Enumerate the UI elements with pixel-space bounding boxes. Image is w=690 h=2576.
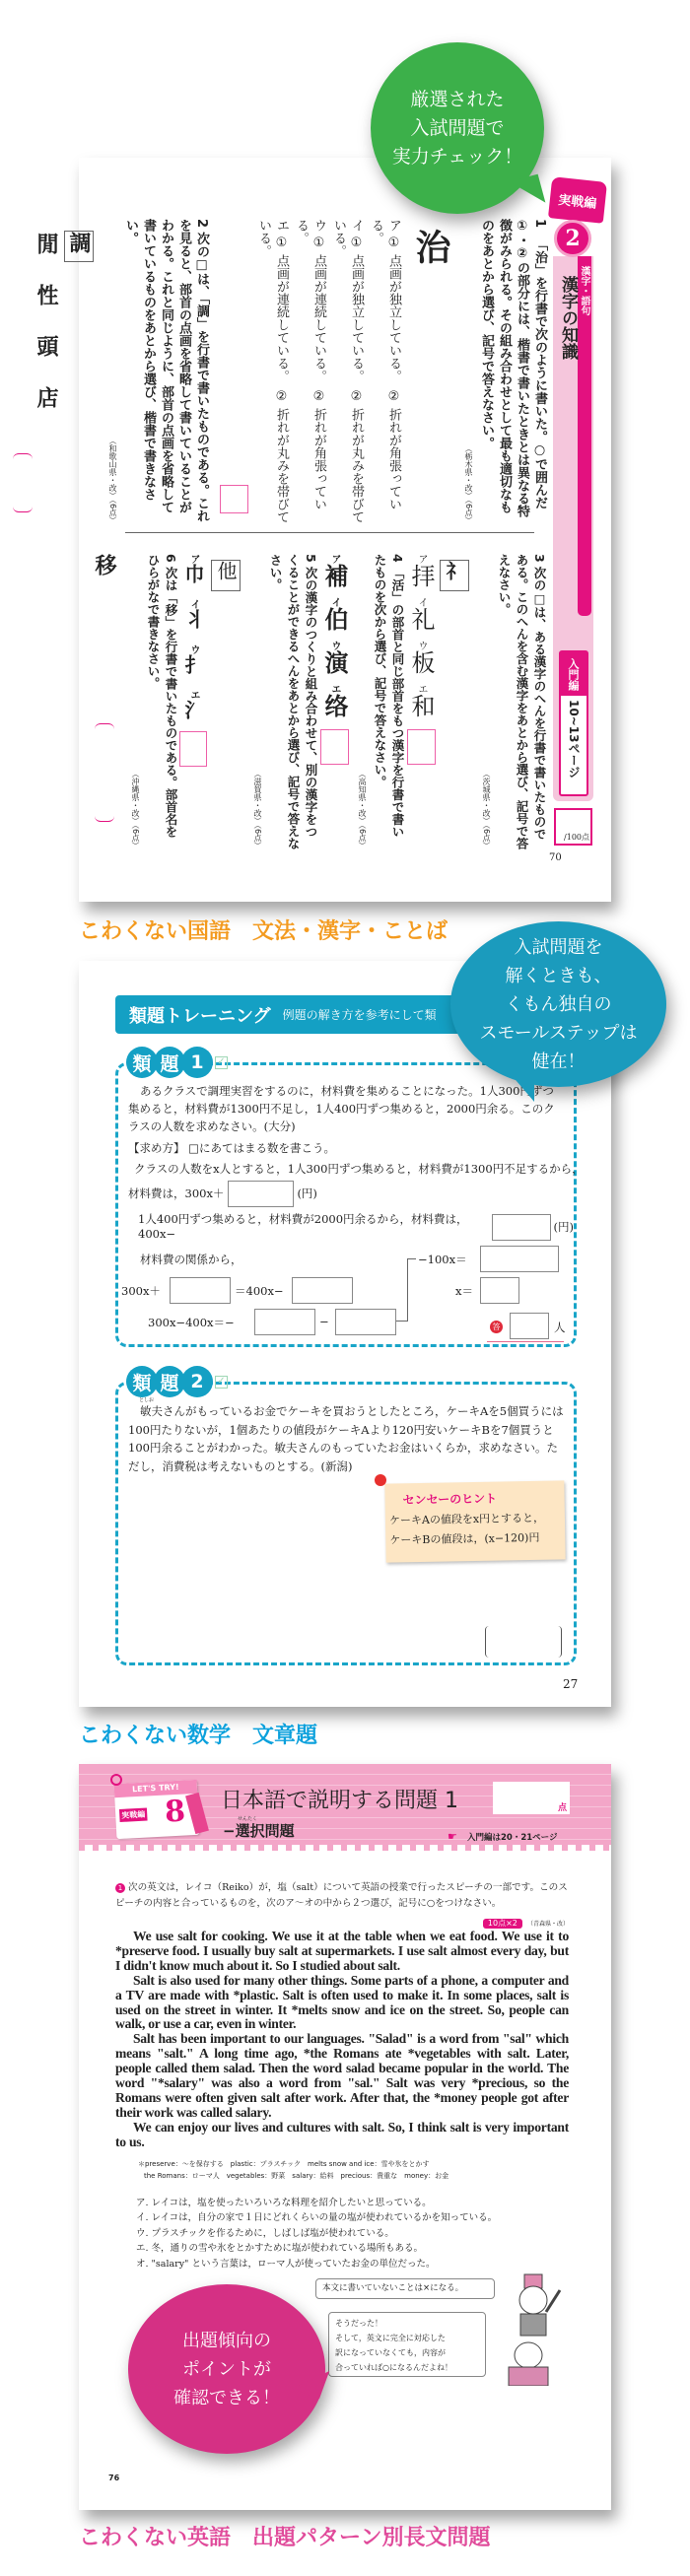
eq-combined: 300x−400x＝− [148,1316,235,1329]
q1-text [459,219,548,524]
minus-sign: − [319,1315,329,1328]
score-box [493,1782,570,1814]
step-row-3 [128,1212,574,1242]
option-key: ウ [188,644,199,654]
math-page-number: 27 [563,1677,579,1691]
speech-line: 訳になっていなくても，内容が [335,2348,446,2357]
pushpin-icon [375,1474,386,1486]
pointing-hand-icon: ☛ [448,1830,457,1843]
q6-kanji-column [91,554,118,849]
english-subtitle: −選択問題 [223,1822,295,1840]
tag-char: 類 [126,1047,158,1078]
jissen-book-badge [548,176,607,224]
q1-answer-box[interactable] [220,485,248,513]
option-key: イ [188,599,199,609]
bubble-line: 実力チェック！ [391,145,523,168]
q5-options [179,554,207,849]
problem-1-text: あるクラスで調理実習をするのに，材料費を集めることになった。1人300円ずつ集めると，材料費が1300円不足し，1人400円ずつ集めると，2000円余る。このクラスの人数を求めなさい。(大分) [128,1084,555,1133]
card-number: 8 [164,1794,186,1830]
q2-text [104,219,210,524]
q2-option: 閒 [34,233,59,284]
option-key: イ [329,597,340,607]
question-text: 次の英文は，レイコ（Reiko）が，塩（salt）について英語の授業で行ったスピーチの一部です。このスピーチの内容と合っているものを，次のア〜オの中から２つ選び，記号に○をつけなさい。 [115,1882,568,1909]
english-body-flow [115,1916,569,2272]
q1-source: （栃木県・改）（6点） [464,443,473,524]
training-title: 類題トレーニング [129,1005,271,1027]
speech-bubble-2 [328,2312,486,2377]
option-key: エ [416,684,427,694]
option-kanji: 演 [320,650,349,674]
tag-char: 類 [126,1366,158,1397]
q2-option: 店 [34,386,59,438]
option-kanji: 络 [320,694,349,717]
step-row-2 [128,1181,572,1207]
final-answer-box[interactable] [510,1313,549,1339]
method-label: 【求め方】 □にあてはまる数を書こう。 [128,1141,336,1155]
clip-icon [110,1774,122,1786]
hint-line: ケーキBの値段は，(x−120)円 [389,1530,540,1547]
hint-title: センセーのヒント [402,1491,498,1508]
eq-right: ＝400x− [235,1284,284,1298]
english-caption: こわくない英語 出題パターン別長文問題 [79,2526,491,2550]
intro-ref-pages: 10~13ページ [567,700,581,779]
option-kanji: 伯 [320,607,349,631]
q4-text [353,554,406,849]
q6-text [126,554,179,849]
q1-option: ウ ① 点画が連続している。 ② 折れが角張っている。 [294,219,326,510]
score-box [554,808,592,846]
checkbox-icon[interactable]: ✓ [215,1056,228,1069]
intro-ref [559,650,588,796]
upper-questions [9,219,548,524]
english-title: 日本語で説明する問題 1 [221,1789,458,1813]
step-line-3: 1人400円ずつ集めると，材料費が2000円余るから，材料費は，400x− [138,1212,468,1241]
speech-line: 合っていれば○になるんだよね！ [335,2363,452,2372]
points-row [115,1916,569,1928]
answer-box[interactable] [170,1277,231,1304]
q5-number: 5 [304,554,318,563]
magenta-callout-bubble [128,2284,325,2454]
problem-2-tag [126,1366,228,1397]
q5-kanji-box: 他 [211,560,241,591]
japanese-page [34,158,611,902]
tag-char: 題 [154,1366,185,1397]
speech-line: そうだった！ [335,2319,382,2328]
option-kanji: 丬 [181,609,205,629]
source: （青森県・改） [526,1921,569,1928]
problem-1-tag [126,1047,228,1078]
intro-ref-label: 入門編 [561,652,586,696]
q2-source: （和歌山県・改）（6点） [108,436,117,524]
connector-arrow [396,1258,408,1322]
answer-underline [487,1341,564,1342]
q5-source: （滋賀県・改）（6点） [253,769,262,849]
q2-options [33,233,60,524]
bubble-line: 入試問題を [514,936,603,958]
q3-text [477,554,548,849]
bubble-line: スモールステップは [479,1022,638,1044]
q1-body: 「治」を行書で次のように書いた。○で囲んだ①・②の部分には、楷書で書いたときとは異なる特徴がみられる。その組み合わせとして最も適切なものをあとから選び、記号で答えなさい。 [479,219,547,517]
q2-number: 2 [194,219,209,229]
choice[interactable]: オ. "salary" という言葉は，ローマ人が使っていたお金の単位だった。 [136,2258,436,2270]
hint-line: ケーキAの値段をx円とすると， [388,1511,545,1527]
q6-kanji: 移 [92,554,117,576]
english-page-number: 76 [108,2474,120,2482]
answer-box[interactable] [480,1277,519,1304]
option-key: ア [416,554,427,564]
step-line-2: 材料費は，300x＋ [128,1186,225,1200]
option-key: エ [329,684,340,694]
option-kanji: 扌 [181,654,205,674]
q2-option: 頭 [34,335,59,386]
q6-number: 6 [164,554,178,563]
answer-mark-icon: 答 [490,1321,503,1333]
tag-char: 2 [181,1366,213,1397]
glossary-line: ＊preserve：〜を保存する plastic：プラスチック melts snow and ice：雪や氷をとかす [138,2159,430,2168]
q4-source: （高知県・改）（6点） [358,769,367,849]
choice[interactable]: エ. 冬，通りの雪や氷をとかすために塩が使われている場所もある。 [136,2243,424,2255]
option-key: ウ [329,641,340,650]
option-kanji: 拝 [407,564,435,587]
option-kanji: 巾 [181,564,205,583]
q3-source: （茨城県・改）（6点） [482,769,491,849]
q1-option: ア ① 点画が独立している。 ② 折れが角張っている。 [369,219,401,510]
passage-paragraph: We use salt for cooking. We use it at the table when we eat food. We use it to *preserve food. I usually buy salt at supermarkets. I use salt almost every day, but I didn't know much about it. So I studied about salt. [115,1929,569,1973]
bubble-line: 確認できる！ [173,2387,280,2408]
bubble-line: 健在！ [531,1051,586,1072]
bubble-line: 厳選された [410,88,505,110]
glossary-line: the Romans：ローマ人 vegetables：野菜 salary：給料 precious：貴重な money：お金 [144,2171,449,2180]
section-divider [125,532,534,533]
q1-option: イ ① 点画が独立している。 ② 折れが丸みを帯びている。 [331,219,364,523]
step-line-4: 材料費の関係から， [140,1253,242,1266]
q5-body: 次の漢字のつくりと組み合わせて、別の漢字をつくることができるへんをあとから選び、記号で答えなさい。 [268,554,318,849]
passage-paragraph: Salt has been important to our languages. "Salad" is a word from "sal" which means "salt." A long time ago, *the Romans ate *vegetables with salt. Later, people called them salad. Then the word salad became popular in the world. The word "*salary" was also a word from "sal." Salt was very *precious, so the Romans were often given salt after work. After that, the *money people got after their work was called salary. [115,2031,569,2120]
option-kanji: 板 [407,650,435,674]
card-top: LET'S TRY! [114,1780,198,1797]
q2-body: 次の□は、「調」を行書で書いたものである。これを見ると、部首の点画を省略して書いていることがわかる。これと同じように、部首の点画を省略して書いているものをあとから選び、楷書で書きなさい。 [123,219,209,523]
bubble-line: 入試問題で [410,116,505,139]
tag-char: 1 [181,1047,213,1078]
q2-option: 性 [34,284,59,335]
option-key: ウ [416,641,427,650]
japanese-caption: こわくない国語 文法・漢字・ことば [79,919,448,944]
connector-arrow-top [408,1258,416,1259]
option-kanji: 補 [320,564,349,587]
unit-number-circle [554,220,591,257]
passage-paragraph: Salt is also used for many other things. Some parts of a phone, a computer and a TV are made with *plastic. Salt is often used to make it. In some places, salt is used on the street in winter. It *melts snow and ice on the street. So, people can walk, or use a car, even in winter. [115,1972,569,2032]
tag-char: 題 [154,1047,185,1078]
q3-radical-box: 礻 [440,560,469,591]
yen-unit: (円) [553,1219,574,1234]
eq-x: x＝ [455,1284,473,1298]
q2-answer-bracket[interactable] [13,453,33,512]
option-kanji: 和 [407,694,435,717]
q4-answer-box[interactable] [320,729,349,765]
card-badge: 実戦編 [119,1808,148,1822]
option-key: ア [188,554,199,564]
option-key: イ [416,597,427,607]
bubble-line: 出題傾向の [182,2330,271,2351]
unit-category: 漢字・語句 [579,266,589,315]
answer-box[interactable] [480,1246,559,1272]
unit-number: 2 [565,226,581,251]
training-subtitle: 例題の解き方を参考にして類 [282,1008,437,1022]
eq-minus-100x: −100x＝ [418,1253,467,1266]
math-caption: こわくない数学 文章題 [79,1724,318,1748]
bubble-line: 解くときも、 [505,965,612,986]
answer-bracket[interactable] [485,1626,562,1658]
option-key: ア [329,554,340,564]
page-number: 70 [549,852,562,863]
q3-body: 次の□は、ある漢字のへんを行書で書いたものである。このへんを含む漢字をあとから選び、記号で答えなさい。 [497,554,547,849]
score-total: /100点 [564,833,589,842]
option-kanji: 礼 [407,607,435,631]
points-badge: 10点×2 [483,1919,522,1929]
question-number-icon: 1 [115,1883,125,1893]
choices [136,2196,569,2272]
speech-bubble-1: 本文に書いていないことは×になる。 [315,2278,495,2299]
glossary [138,2158,569,2182]
option-kanji: 氵 [181,700,205,719]
q1-kanji: 治 [410,229,451,264]
answer-box[interactable] [228,1181,294,1207]
badge-label: 実戦編 [557,192,597,212]
q6-source: （沖縄県・改）（6点） [131,769,140,849]
passage-paragraph: We can enjoy our lives and cultures with salt. So, I think salt is very important to us. [115,2119,569,2149]
english-passage [115,1930,569,2150]
hint-note [384,1480,565,1562]
intro-ref: 入門編は20・21ページ [467,1833,558,1843]
lets-try-card [114,1780,200,1839]
q1-option: エ ① 点画が連続している。 ② 折れが丸みを帯びている。 [256,219,289,523]
ruby-toshio: としお [139,1397,155,1403]
torn-edge [79,1845,611,1851]
lower-questions [91,554,548,849]
q5-text [248,554,319,849]
answer-box[interactable] [292,1277,353,1304]
q6-body: 次は「移」を行書で書いたものである。部首名をひらがなで書きなさい。 [146,554,178,839]
checkbox-icon[interactable]: ✓ [215,1376,228,1389]
choice[interactable]: ウ. プラスチックを作るために，しばしば塩が使われている。 [136,2227,394,2239]
bubble-line: ポイントが [182,2358,271,2380]
q6-answer-bracket[interactable] [95,723,114,822]
unit-title: 漢字の知識 [558,276,578,360]
answer-box[interactable] [254,1309,315,1335]
q1-number: 1 [532,219,547,229]
person-unit: 人 [554,1321,566,1334]
q5-answer-box[interactable] [179,731,207,767]
q3-options [406,554,436,849]
q3-answer-box[interactable] [407,729,436,765]
q4-number: 4 [390,554,405,563]
problem-2-text: 敏夫さんがもっているお金でケーキを買おうとしたところ，ケーキAを5個買うには100円たりないが，1個あたりの値段がケーキAより120円安いケーキBを7個買うと100円余ることがわかった。敏夫さんのもっていたお金はいくらか，求めなさい。ただし，消費税は考えないものとする。(新潟) [128,1404,564,1473]
option-key: エ [188,690,199,700]
teal-callout-bubble [450,921,666,1087]
bubble-line: くもん独自の [505,993,612,1015]
answer-box[interactable] [335,1309,396,1335]
q4-options [319,554,349,849]
step-line-1: クラスの人数をx人とすると，1人300円ずつ集めると，材料費が1300円不足するから， [134,1162,584,1176]
yen-unit: (円) [297,1186,317,1200]
teacher-character-illustration [503,2272,572,2386]
subtitle-ruby: せんたく [238,1816,258,1822]
answer-box[interactable] [492,1214,551,1241]
eq-left: 300x＋ [121,1284,161,1298]
choice[interactable]: ア. レイコは，塩を使ったいろいろな料理を紹介したいと思っている。 [136,2197,432,2208]
choice[interactable]: イ. レイコは，自分の家で１日にどれくらいの量の塩が使われているかを知っている。 [136,2212,498,2224]
q3-number: 3 [532,554,547,563]
speech-line: そして，英文に完全に対応した [335,2334,446,2342]
q2-kanji-box: 調 [64,231,94,262]
score-unit: 点 [557,1803,567,1813]
teal-bubble-tail [511,1074,534,1102]
q4-body: 「活」の部首と同じ部首をもつ漢字を行書で書いたものを次から選び、記号で答えなさい。 [373,554,405,839]
